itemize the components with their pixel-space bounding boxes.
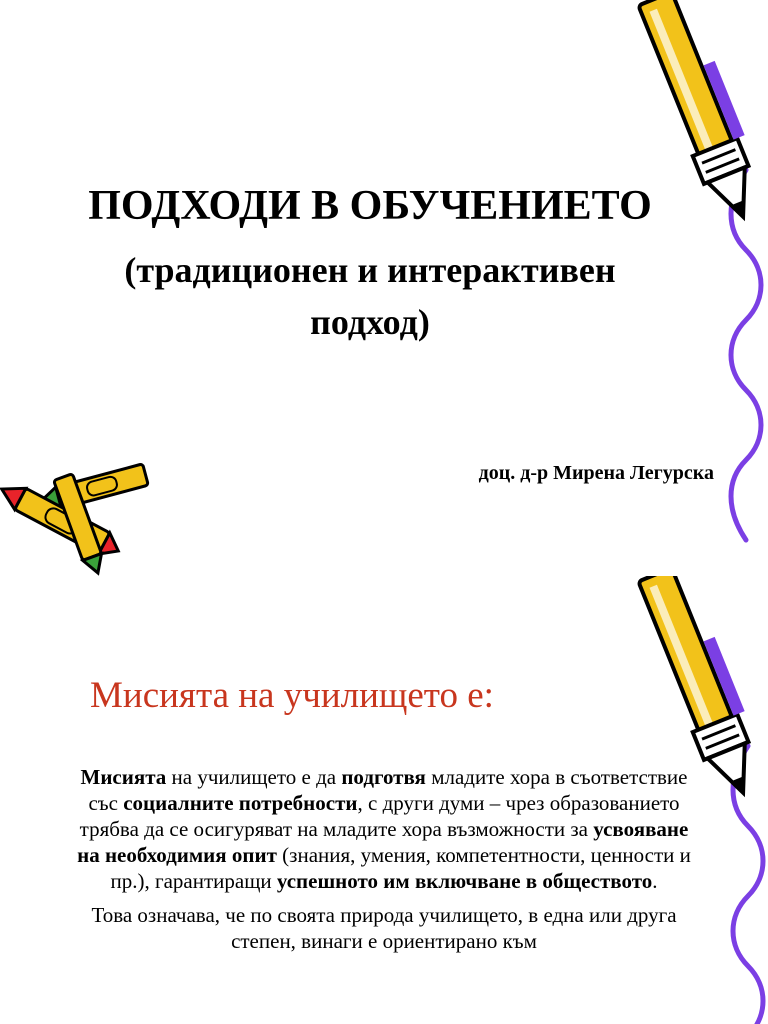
paragraph-2: Това означава, че по своята природа училището, в една или друга степен, винаги е ориентирано към: [91, 903, 677, 953]
bold-phrase: усвояване на необходимия опит: [77, 817, 689, 867]
paragraph-1: [74, 764, 694, 894]
text-run: , с други думи – чрез образованието трябва да се осигуряват на младите хора възможности за: [79, 791, 680, 841]
slide-body: [74, 764, 694, 962]
slide-subtitle: [20, 244, 720, 348]
slide-heading: Мисията на училището е:: [90, 675, 494, 716]
slide-title-heading: ПОДХОДИ В ОБУЧЕНИЕТО: [88, 183, 652, 229]
text-run: на училището е да: [166, 765, 342, 789]
text-run: .: [652, 869, 658, 893]
bold-phrase: социалните потребности: [123, 791, 358, 815]
slide-mission: [0, 576, 768, 1024]
text-run: младите хора в съответствие със: [88, 765, 688, 815]
bold-phrase: Мисията: [80, 765, 167, 789]
subtitle-line-1: (традиционен и интерактивен: [124, 250, 616, 290]
bold-phrase: успешното им включване в обществото: [276, 869, 653, 893]
text-run: (знания, умения, компетентности, ценности и пр.), гарантиращи: [110, 843, 691, 893]
bold-phrase: подготвя: [341, 765, 426, 789]
subtitle-line-2: подход): [310, 302, 430, 342]
crossed-crayons-icon: [0, 460, 170, 576]
author-name: доц. д-р Мирена Легурска: [478, 462, 714, 484]
